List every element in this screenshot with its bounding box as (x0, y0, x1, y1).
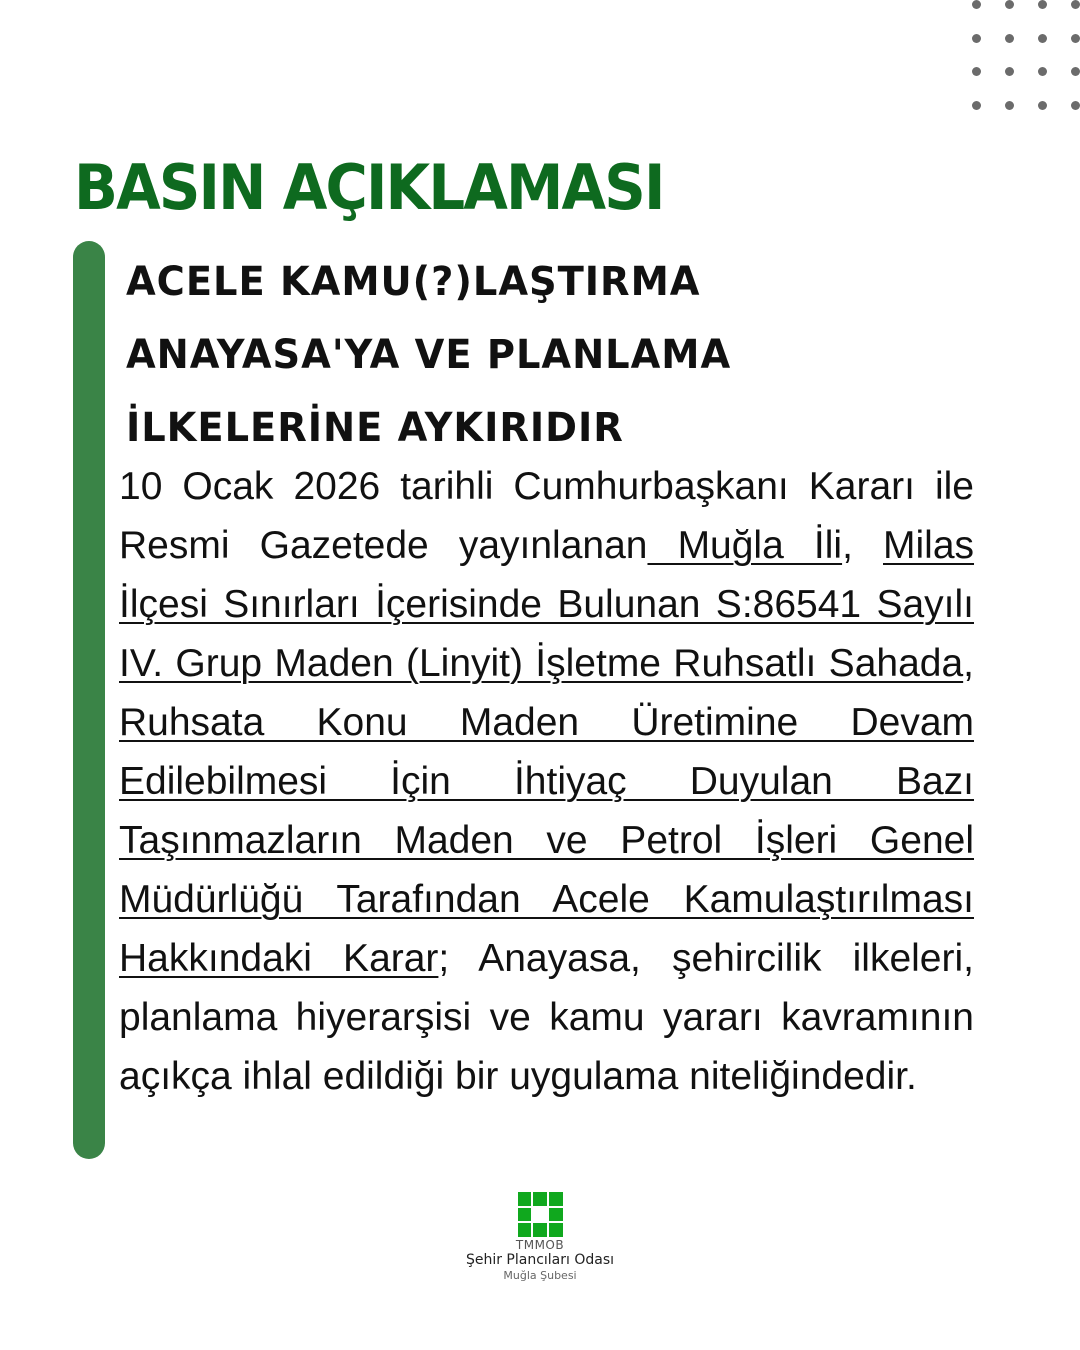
dot-icon (1071, 67, 1080, 76)
logo-name-text: Şehir Plancıları Odası (465, 1252, 615, 1268)
dot-grid-decoration (962, 0, 1080, 118)
logo-org-text: TMMOB (515, 1238, 565, 1252)
body-underlined-location: Muğla İli (647, 524, 843, 567)
headline-line: ACELE KAMU(?)LAŞTIRMA (126, 259, 701, 305)
logo-mark-icon (518, 1192, 563, 1237)
dot-icon (1071, 34, 1080, 43)
body-intro: 10 Ocak 2026 tarihli Cumhurbaşkanı Kararı ile Resmi Gazetede yayınlanan (119, 465, 974, 567)
headline-line: İLKELERİNE AYKIRIDIR (126, 405, 624, 451)
dot-icon (972, 34, 981, 43)
dot-icon (1005, 34, 1014, 43)
headline (126, 246, 731, 465)
headline-line: ANAYASA'YA VE PLANLAMA (126, 332, 732, 378)
body-separator: , (963, 642, 974, 685)
dot-icon (1071, 101, 1080, 110)
page-title: BASIN AÇIKLAMASI (74, 151, 664, 224)
dot-icon (1038, 67, 1047, 76)
dot-icon (1071, 0, 1080, 9)
dot-icon (972, 101, 981, 110)
body-outro: ; Anayasa, şehircilik ilkeleri, planlama hiyerarşisi ve kamu yararı kavramının açıkça ihlal edildiği bir uygulama niteliğindedir. (119, 937, 974, 1098)
dot-icon (1005, 0, 1014, 9)
dot-icon (1038, 0, 1047, 9)
dot-icon (1005, 67, 1014, 76)
dot-icon (1038, 101, 1047, 110)
dot-icon (1038, 34, 1047, 43)
body-separator: , (842, 524, 883, 567)
statement-body (119, 457, 974, 1106)
dot-icon (972, 67, 981, 76)
logo-branch-text: Muğla Şubesi (503, 1269, 577, 1282)
body-underlined-decision: Ruhsata Konu Maden Üretimine Devam Edilebilmesi İçin İhtiyaç Duyulan Bazı Taşınmazların Maden ve Petrol İşleri Genel Müdürlüğü Tarafından Acele Kamulaştırılması Hakkındaki Karar (119, 701, 974, 980)
dot-icon (972, 0, 981, 9)
body-underlined-site: Milas İlçesi Sınırları İçerisinde Bulunan S:86541 Sayılı IV. Grup Maden (Linyit) İşletme Ruhsatlı Sahada (119, 524, 975, 685)
accent-bar (73, 241, 105, 1159)
organization-logo (440, 1192, 640, 1283)
dot-icon (1005, 101, 1014, 110)
